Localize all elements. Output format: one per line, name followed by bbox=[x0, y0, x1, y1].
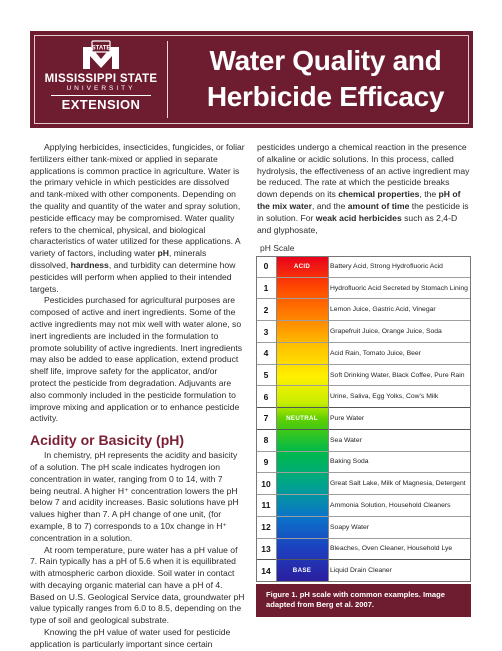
svg-text:STATE: STATE bbox=[91, 45, 111, 52]
right-column bbox=[257, 142, 472, 236]
ph-tag-neutral: NEUTRAL bbox=[286, 414, 318, 422]
hydrolysis-text-d: the pesticide is in solution. For bbox=[257, 200, 469, 223]
ph-example: Lemon Juice, Gastric Acid, Vinegar bbox=[330, 306, 436, 314]
logo-university-subline: UNIVERSITY bbox=[66, 85, 136, 92]
hydrolysis-text-b: , the bbox=[419, 189, 439, 200]
ph-example: Hydrofluoric Acid Secreted by Stomach Lining bbox=[330, 284, 468, 292]
ph-value: 14 bbox=[261, 565, 271, 576]
ph-value: 13 bbox=[261, 543, 271, 554]
figure-caption: Figure 1. pH scale with common examples. Image adapted from Berg et al. 2007. bbox=[256, 584, 471, 617]
weak-acid-herbicides-term: weak acid herbicides bbox=[315, 212, 402, 223]
logo-extension: EXTENSION bbox=[61, 97, 141, 112]
ph-example: Acid Rain, Tomato Juice, Beer bbox=[330, 349, 421, 357]
ph-example: Grapefruit Juice, Orange Juice, Soda bbox=[330, 328, 442, 336]
msu-extension-logo[interactable] bbox=[42, 39, 160, 119]
ph-value: 12 bbox=[261, 522, 271, 533]
ph-scale-figure bbox=[256, 256, 471, 582]
ph-value: 8 bbox=[263, 435, 269, 446]
ph-value: 6 bbox=[263, 391, 269, 402]
section-heading-ph: Acidity or Basicity (pH) bbox=[30, 432, 185, 449]
ph-value: 9 bbox=[263, 456, 269, 467]
ph-example: Soft Drinking Water, Black Coffee, Pure Rain bbox=[330, 371, 465, 379]
figure-label: pH Scale bbox=[260, 243, 295, 253]
ph-value: 11 bbox=[261, 500, 271, 511]
ph-scale-frame bbox=[256, 256, 471, 582]
ph-example: Baking Soda bbox=[330, 458, 369, 466]
ph-value: 1 bbox=[263, 283, 269, 294]
chemical-properties-term: chemical properties bbox=[338, 189, 420, 200]
ph-example: Bleaches, Oven Cleaner, Household Lye bbox=[330, 545, 453, 553]
ph-example: Pure Water bbox=[330, 414, 365, 422]
ph-tag-acid: ACID bbox=[293, 262, 311, 270]
ph-value: 7 bbox=[263, 413, 269, 424]
ph-example: Sea Water bbox=[330, 436, 362, 444]
banner-divider bbox=[167, 41, 168, 118]
intro-text-a: Applying herbicides, insecticides, fungicides, or foliar fertilizers either tank-mixed or applied in separate applications is common practice in agriculture. Water is the primary vehicle in which pesticides are dissolved and tank-mixed with other components. Depending on the quality and quantity of the water and spray solution, pesticide efficacy may be compromised. Water quality refers to the chemical, physical, and biological characteristics of water utilized for these applications. A variety of factors, including water bbox=[30, 142, 245, 259]
intro-text-b: , minerals dissolved, bbox=[30, 248, 207, 270]
hydrolysis-text-e: such as 2,4-D and glyphosate, bbox=[257, 212, 458, 235]
intro-text-c: , and turbidity can determine how pesticides will perform when applied to their intended targets. bbox=[30, 259, 236, 294]
logo-rule bbox=[51, 95, 151, 96]
ph-value: 0 bbox=[263, 261, 269, 272]
ph-example: Battery Acid, Strong Hydrofluoric Acid bbox=[330, 262, 443, 270]
amount-of-time-term: amount of time bbox=[347, 200, 410, 211]
ph-value: 3 bbox=[263, 326, 269, 337]
ph-value: 2 bbox=[263, 304, 269, 315]
ph-example: Ammonia Solution, Household Cleaners bbox=[330, 501, 451, 509]
ph-value: 5 bbox=[263, 370, 269, 381]
ph-mix-water-term: pH of the mix water bbox=[257, 189, 461, 211]
ph-importance-paragraph: Knowing the pH value of water used for pesticide application is particularly important since certain bbox=[30, 627, 231, 649]
hydrolysis-text-c: , and the bbox=[311, 200, 348, 211]
intro-paragraph bbox=[30, 142, 245, 295]
hydrolysis-text-a: pesticides undergo a chemical reaction in the presence of alkaline or acidic solutions. In this process, called hydrolysis, the effectiveness of an active ingredient may be reduced. The rate at which the pesticide breaks down depends on its bbox=[257, 142, 470, 200]
hydrolysis-paragraph bbox=[257, 142, 472, 236]
ph-example: Urine, Saliva, Egg Yolks, Cow’s Milk bbox=[330, 393, 439, 401]
intro-ph-term: pH bbox=[157, 248, 169, 259]
ph-definition-paragraph: In chemistry, pH represents the acidity and basicity of a solution. The pH scale indicates hydrogen ion concentration in water, ranging from 0 to 14, with 7 being neutral. A higher H⁺ concentration lowers the pH below 7 and acidity increases. Basic solutions have pH values higher than 7. A pH change of one unit, (for example, 8 to 7) corresponds to a 10x change in H⁺ concentration in a solution. bbox=[30, 450, 239, 543]
ph-value: 10 bbox=[261, 478, 271, 489]
left-column bbox=[30, 142, 245, 651]
ingredients-paragraph: Pesticides purchased for agricultural purposes are composed of active and inert ingredients. Some of the active ingredients may not mix well with water alone, so inert ingredients are included in the formulation to promote solubility of active ingredients. Inert ingredients may also be added to ease application, extend product shelf life, improve safety for the applicator, and/or protect the pesticide from degradation. Adjuvants are also commonly included in the pesticide formulation to improve mixing and application or to enhance pesticide activity. bbox=[30, 295, 243, 424]
ph-values-paragraph: At room temperature, pure water has a pH value of 7. Rain typically has a pH of 5.6 when it is equilibrated with atmospheric carbon dioxide. Soil water in contact with decaying organic material can have a pH of 4. Based on U.S. Geological Service data, groundwater pH value typically ranges from 6.0 to 8.5, depending on the type of soil and geological substrate. bbox=[30, 544, 245, 626]
header-banner bbox=[30, 31, 473, 128]
logo-university-name: MISSISSIPPI STATE bbox=[44, 73, 158, 85]
ms-state-logo-icon bbox=[77, 39, 125, 71]
ph-example: Great Salt Lake, Milk of Magnesia, Detergent bbox=[330, 480, 466, 488]
intro-hardness-term: hardness bbox=[70, 259, 109, 270]
ph-example: Soapy Water bbox=[330, 523, 370, 531]
page-title: Water Quality and Herbicide Efficacy bbox=[206, 45, 445, 112]
ph-tag-base: BASE bbox=[292, 567, 312, 575]
ph-value: 4 bbox=[263, 348, 269, 359]
ph-example: Liquid Drain Cleaner bbox=[330, 567, 392, 575]
